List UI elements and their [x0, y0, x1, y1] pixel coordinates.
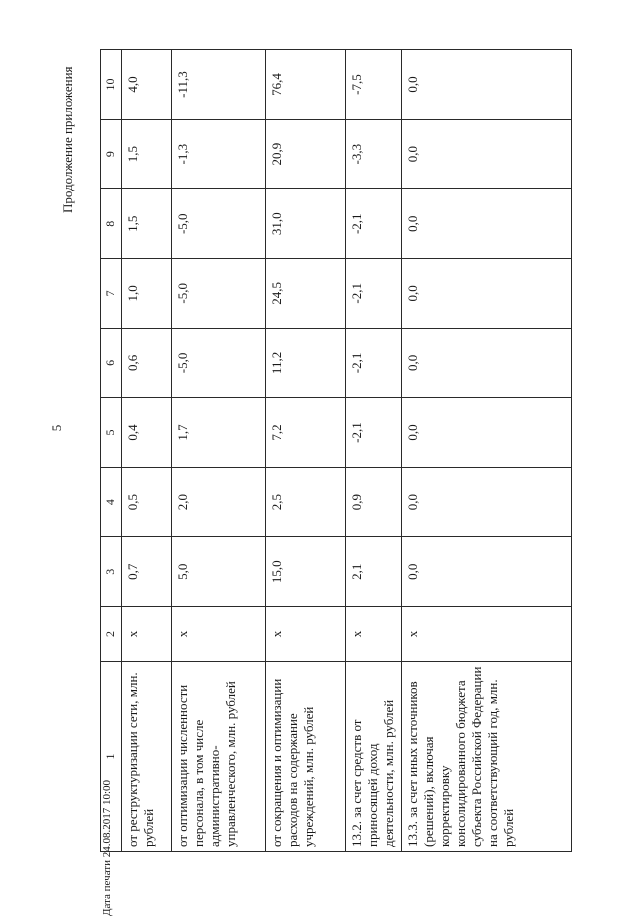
header-cell: 9: [101, 119, 122, 189]
table-cell: -2,1: [346, 328, 402, 398]
table-cell: 0,7: [122, 537, 172, 607]
row-label: 13.2. за счет средств от приносящей доход деятельности, млн. рублей: [346, 662, 402, 852]
table-row: [402, 50, 572, 852]
table-row: [266, 50, 346, 852]
table-cell: 0,0: [402, 50, 572, 120]
row-label: от оптимизации численности персонала, в том числе административно-управленческого, млн. рублей: [172, 662, 266, 852]
table-cell: 11,2: [266, 328, 346, 398]
table-cell: 0,0: [402, 537, 572, 607]
table-row: [346, 50, 402, 852]
table-cell: x: [122, 607, 172, 662]
header-cell: 3: [101, 537, 122, 607]
table-cell: -5,0: [172, 189, 266, 259]
table-cell: 1,7: [172, 398, 266, 468]
header-cell: 4: [101, 467, 122, 537]
table-cell: 0,0: [402, 189, 572, 259]
table-cell: x: [346, 607, 402, 662]
table-cell: -3,3: [346, 119, 402, 189]
table-cell: -2,1: [346, 398, 402, 468]
header-cell: 2: [101, 607, 122, 662]
header-cell: 8: [101, 189, 122, 259]
print-date: Дата печати 24.08.2017 10:00: [101, 779, 113, 916]
table-row: [172, 50, 266, 852]
table-cell: x: [402, 607, 572, 662]
table-cell: -2,1: [346, 189, 402, 259]
row-label: от реструктуризации сети, млн. рублей: [122, 662, 172, 852]
table-cell: -7,5: [346, 50, 402, 120]
header-cell: 6: [101, 328, 122, 398]
continuation-label: Продолжение приложения: [60, 66, 75, 213]
table-cell: -11,3: [172, 50, 266, 120]
appendix-table-container: [100, 50, 568, 852]
table-header-row: [101, 50, 122, 852]
table-cell: 76,4: [266, 50, 346, 120]
appendix-table: [100, 49, 572, 852]
header-cell: 1: [101, 662, 122, 852]
table-cell: 0,0: [402, 119, 572, 189]
table-cell: -5,0: [172, 328, 266, 398]
table-cell: 1,5: [122, 119, 172, 189]
table-cell: 5,0: [172, 537, 266, 607]
table-cell: 20,9: [266, 119, 346, 189]
table-cell: -1,3: [172, 119, 266, 189]
table-cell: 31,0: [266, 189, 346, 259]
table-cell: x: [172, 607, 266, 662]
header-cell: 5: [101, 398, 122, 468]
table-cell: -2,1: [346, 259, 402, 329]
table-cell: 0,9: [346, 467, 402, 537]
table-cell: 15,0: [266, 537, 346, 607]
table-cell: 0,0: [402, 259, 572, 329]
table-cell: 24,5: [266, 259, 346, 329]
table-cell: 2,5: [266, 467, 346, 537]
row-label: 13.3. за счет иных источников (решений), включая корректировку консолидированного бюджета субъекта Российской Федерации на соответствующий год, млн. рублей: [402, 662, 572, 852]
table-cell: 1,5: [122, 189, 172, 259]
table-cell: 4,0: [122, 50, 172, 120]
table-cell: 0,5: [122, 467, 172, 537]
table-cell: 1,0: [122, 259, 172, 329]
table-cell: 2,0: [172, 467, 266, 537]
table-row: [122, 50, 172, 852]
header-cell: 7: [101, 259, 122, 329]
table-cell: 2,1: [346, 537, 402, 607]
header-cell: 10: [101, 50, 122, 120]
table-cell: 0,0: [402, 398, 572, 468]
table-cell: 7,2: [266, 398, 346, 468]
table-cell: x: [266, 607, 346, 662]
table-cell: 0,4: [122, 398, 172, 468]
table-cell: 0,0: [402, 467, 572, 537]
page-number: 5: [49, 424, 64, 432]
table-cell: 0,0: [402, 328, 572, 398]
table-cell: 0,6: [122, 328, 172, 398]
row-label: от сокращения и оптимизации расходов на содержание учреждений, млн. рублей: [266, 662, 346, 852]
table-cell: -5,0: [172, 259, 266, 329]
